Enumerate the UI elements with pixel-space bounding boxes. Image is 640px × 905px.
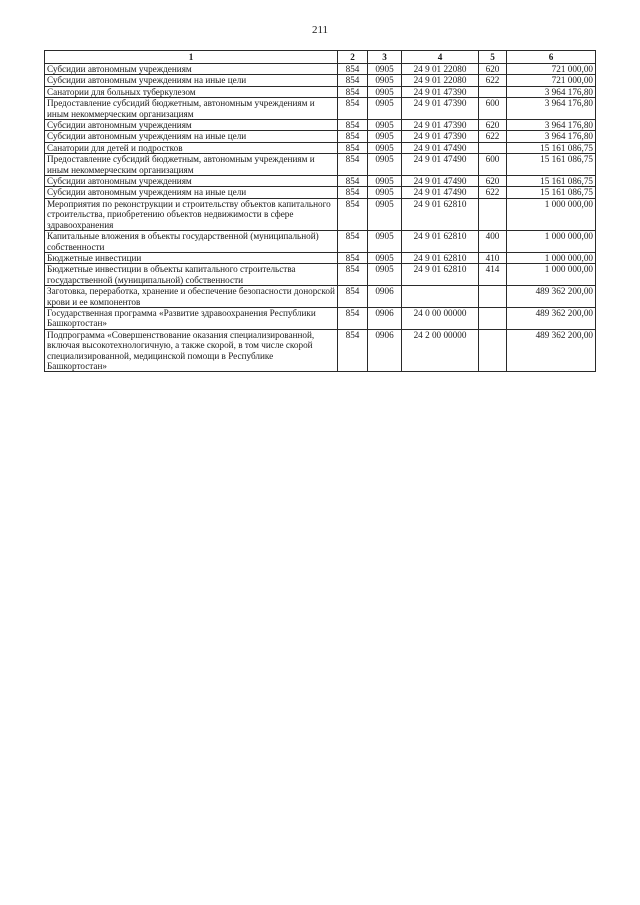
- table-row: [45, 264, 596, 286]
- cell-expense-type: [479, 198, 507, 230]
- cell-target-article: 24 9 01 62810: [402, 252, 479, 263]
- cell-expense-type: 622: [479, 131, 507, 142]
- cell-ministry: 854: [338, 231, 368, 253]
- cell-amount: 489 362 200,00: [507, 329, 596, 372]
- table-row: [45, 252, 596, 263]
- table-row: [45, 98, 596, 120]
- cell-ministry: 854: [338, 329, 368, 372]
- cell-target-article: 24 0 00 00000: [402, 307, 479, 329]
- cell-expense-type: 620: [479, 64, 507, 75]
- cell-name: Подпрограмма «Совершенствование оказания специализированной, включая высокотехнологичную, а также скорой, в том числе скорой специализированной, медицинской помощи в Республике Башкортостан»: [45, 329, 338, 372]
- cell-ministry: 854: [338, 98, 368, 120]
- cell-section: 0905: [368, 64, 402, 75]
- column-header-amount: 6: [507, 51, 596, 64]
- cell-name: Мероприятия по реконструкции и строительству объектов капитального строительства, приобретению объектов недвижимости в сфере здравоохранения: [45, 198, 338, 230]
- cell-expense-type: 622: [479, 75, 507, 86]
- cell-target-article: 24 9 01 47490: [402, 142, 479, 153]
- cell-amount: 1 000 000,00: [507, 198, 596, 230]
- cell-expense-type: 400: [479, 231, 507, 253]
- cell-expense-type: [479, 329, 507, 372]
- cell-section: 0905: [368, 198, 402, 230]
- cell-section: 0906: [368, 286, 402, 308]
- table-row: [45, 142, 596, 153]
- cell-amount: 3 964 176,80: [507, 120, 596, 131]
- cell-name: Предоставление субсидий бюджетным, автономным учреждениям и иным некоммерческим организациям: [45, 98, 338, 120]
- cell-section: 0905: [368, 98, 402, 120]
- cell-ministry: 854: [338, 187, 368, 198]
- cell-section: 0906: [368, 329, 402, 372]
- cell-ministry: 854: [338, 252, 368, 263]
- cell-name: Бюджетные инвестиции в объекты капитального строительства государственной (муниципальной) собственности: [45, 264, 338, 286]
- column-header-target-article: 4: [402, 51, 479, 64]
- cell-ministry: 854: [338, 86, 368, 97]
- cell-section: 0905: [368, 264, 402, 286]
- cell-expense-type: [479, 307, 507, 329]
- table-row: [45, 286, 596, 308]
- cell-name: Санатории для детей и подростков: [45, 142, 338, 153]
- table-row: [45, 154, 596, 176]
- table-row: [45, 198, 596, 230]
- cell-ministry: 854: [338, 176, 368, 187]
- cell-section: 0905: [368, 252, 402, 263]
- cell-amount: 1 000 000,00: [507, 252, 596, 263]
- page-number: 211: [311, 24, 329, 36]
- table-body: [45, 64, 596, 372]
- cell-expense-type: 600: [479, 154, 507, 176]
- cell-section: 0905: [368, 176, 402, 187]
- cell-name: Санатории для больных туберкулезом: [45, 86, 338, 97]
- cell-name: Субсидии автономным учреждениям: [45, 176, 338, 187]
- cell-ministry: 854: [338, 307, 368, 329]
- cell-ministry: 854: [338, 64, 368, 75]
- cell-expense-type: 410: [479, 252, 507, 263]
- cell-target-article: 24 9 01 62810: [402, 231, 479, 253]
- cell-ministry: 854: [338, 142, 368, 153]
- cell-target-article: 24 9 01 62810: [402, 264, 479, 286]
- cell-name: Субсидии автономным учреждениям на иные цели: [45, 131, 338, 142]
- cell-amount: 721 000,00: [507, 64, 596, 75]
- table-header-row: [45, 51, 596, 64]
- cell-amount: 721 000,00: [507, 75, 596, 86]
- column-header-name: 1: [45, 51, 338, 64]
- cell-name: Предоставление субсидий бюджетным, автономным учреждениям и иным некоммерческим организациям: [45, 154, 338, 176]
- table-row: [45, 131, 596, 142]
- cell-target-article: 24 9 01 47490: [402, 176, 479, 187]
- cell-section: 0905: [368, 187, 402, 198]
- cell-target-article: 24 9 01 47490: [402, 154, 479, 176]
- cell-ministry: 854: [338, 286, 368, 308]
- cell-expense-type: 600: [479, 98, 507, 120]
- cell-ministry: 854: [338, 120, 368, 131]
- table-row: [45, 231, 596, 253]
- table-row: [45, 120, 596, 131]
- cell-target-article: 24 9 01 47390: [402, 131, 479, 142]
- cell-amount: 489 362 200,00: [507, 307, 596, 329]
- table-row: [45, 176, 596, 187]
- column-header-expense-type: 5: [479, 51, 507, 64]
- cell-ministry: 854: [338, 264, 368, 286]
- cell-expense-type: 620: [479, 176, 507, 187]
- cell-target-article: 24 9 01 62810: [402, 198, 479, 230]
- table-row: [45, 329, 596, 372]
- cell-section: 0905: [368, 75, 402, 86]
- cell-target-article: 24 9 01 47490: [402, 187, 479, 198]
- cell-amount: 489 362 200,00: [507, 286, 596, 308]
- cell-name: Субсидии автономным учреждениям на иные цели: [45, 187, 338, 198]
- cell-ministry: 854: [338, 75, 368, 86]
- table-row: [45, 307, 596, 329]
- cell-section: 0905: [368, 231, 402, 253]
- cell-expense-type: [479, 86, 507, 97]
- cell-section: 0905: [368, 120, 402, 131]
- cell-target-article: [402, 286, 479, 308]
- cell-target-article: 24 9 01 47390: [402, 98, 479, 120]
- table-row: [45, 64, 596, 75]
- cell-name: Субсидии автономным учреждениям: [45, 120, 338, 131]
- column-header-ministry: 2: [338, 51, 368, 64]
- cell-ministry: 854: [338, 131, 368, 142]
- cell-amount: 1 000 000,00: [507, 264, 596, 286]
- cell-section: 0905: [368, 142, 402, 153]
- cell-section: 0905: [368, 131, 402, 142]
- cell-target-article: 24 9 01 22080: [402, 64, 479, 75]
- cell-expense-type: [479, 142, 507, 153]
- cell-target-article: 24 9 01 47390: [402, 120, 479, 131]
- cell-name: Субсидии автономным учреждениям: [45, 64, 338, 75]
- cell-section: 0906: [368, 307, 402, 329]
- cell-name: Государственная программа «Развитие здравоохранения Республики Башкортостан»: [45, 307, 338, 329]
- cell-amount: 3 964 176,80: [507, 131, 596, 142]
- cell-name: Субсидии автономным учреждениям на иные цели: [45, 75, 338, 86]
- cell-section: 0905: [368, 154, 402, 176]
- cell-amount: 15 161 086,75: [507, 154, 596, 176]
- table-row: [45, 86, 596, 97]
- cell-amount: 15 161 086,75: [507, 142, 596, 153]
- cell-target-article: 24 9 01 47390: [402, 86, 479, 97]
- cell-expense-type: 620: [479, 120, 507, 131]
- cell-expense-type: 622: [479, 187, 507, 198]
- cell-expense-type: [479, 286, 507, 308]
- cell-amount: 3 964 176,80: [507, 86, 596, 97]
- table-row: [45, 187, 596, 198]
- cell-ministry: 854: [338, 154, 368, 176]
- cell-amount: 3 964 176,80: [507, 98, 596, 120]
- cell-ministry: 854: [338, 198, 368, 230]
- cell-target-article: 24 9 01 22080: [402, 75, 479, 86]
- cell-name: Капитальные вложения в объекты государственной (муниципальной) собственности: [45, 231, 338, 253]
- cell-amount: 15 161 086,75: [507, 187, 596, 198]
- budget-table: [44, 50, 596, 372]
- cell-name: Бюджетные инвестиции: [45, 252, 338, 263]
- cell-amount: 1 000 000,00: [507, 231, 596, 253]
- cell-section: 0905: [368, 86, 402, 97]
- table-row: [45, 75, 596, 86]
- cell-name: Заготовка, переработка, хранение и обеспечение безопасности донорской крови и ее компонентов: [45, 286, 338, 308]
- cell-target-article: 24 2 00 00000: [402, 329, 479, 372]
- cell-expense-type: 414: [479, 264, 507, 286]
- column-header-section: 3: [368, 51, 402, 64]
- cell-amount: 15 161 086,75: [507, 176, 596, 187]
